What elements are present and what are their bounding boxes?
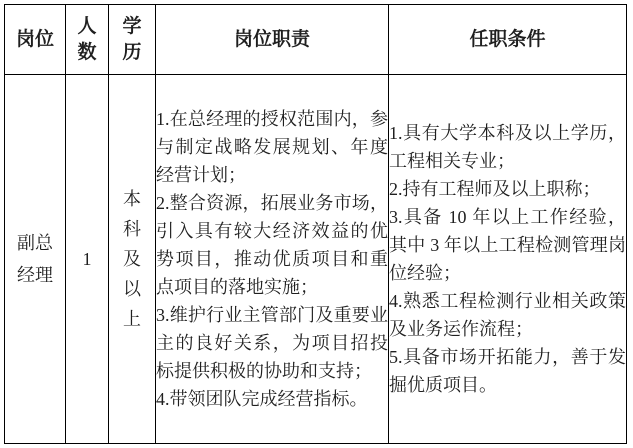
cell-education (109, 75, 156, 444)
recruitment-table (4, 4, 627, 444)
requirement-item: 4.熟悉工程检测行业相关政策及业务运作流程； (389, 291, 626, 339)
duty-item: 2.整合资源，拓展业务市场，引入具有较大经济效益的优势项目，推动优质项目和重点项目的落地实施； (156, 193, 388, 297)
header-headcount (66, 5, 109, 75)
header-row (5, 5, 627, 75)
duty-item: 4.带领团队完成经营指标。 (156, 389, 368, 409)
header-headcount-label: 人数 (77, 15, 97, 63)
headcount-value: 1 (82, 248, 92, 269)
requirements-list (389, 119, 626, 399)
header-duties (156, 5, 389, 75)
header-duties-label: 岗位职责 (233, 28, 310, 50)
table-row (5, 75, 627, 444)
cell-headcount (66, 75, 109, 444)
header-requirements (389, 5, 627, 75)
header-requirements-label: 任职条件 (469, 28, 546, 50)
cell-position (5, 75, 66, 444)
header-education-label: 学历 (122, 15, 142, 63)
duties-list (156, 105, 388, 413)
requirement-item: 5.具备市场开拓能力，善于发掘优质项目。 (389, 347, 626, 395)
requirement-item: 2.持有工程师及以上职称； (389, 179, 601, 199)
requirement-item: 1.具有大学本科及以上学历，工程相关专业； (389, 123, 626, 171)
education-value: 本科及以上 (123, 189, 141, 329)
header-position (5, 5, 66, 75)
cell-requirements (389, 75, 627, 444)
position-value: 副总经理 (16, 233, 53, 285)
requirement-item: 3.具备 10 年以上工作经验，其中 3 年以上工程检测管理岗位经验； (389, 207, 626, 283)
duty-item: 3.维护行业主管部门及重要业主的良好关系，为项目招投标提供积极的协助和支持； (156, 305, 388, 381)
cell-duties (156, 75, 389, 444)
duty-item: 1.在总经理的授权范围内，参与制定战略发展规划、年度经营计划； (156, 109, 388, 185)
header-education (109, 5, 156, 75)
header-position-label: 岗位 (15, 28, 54, 50)
